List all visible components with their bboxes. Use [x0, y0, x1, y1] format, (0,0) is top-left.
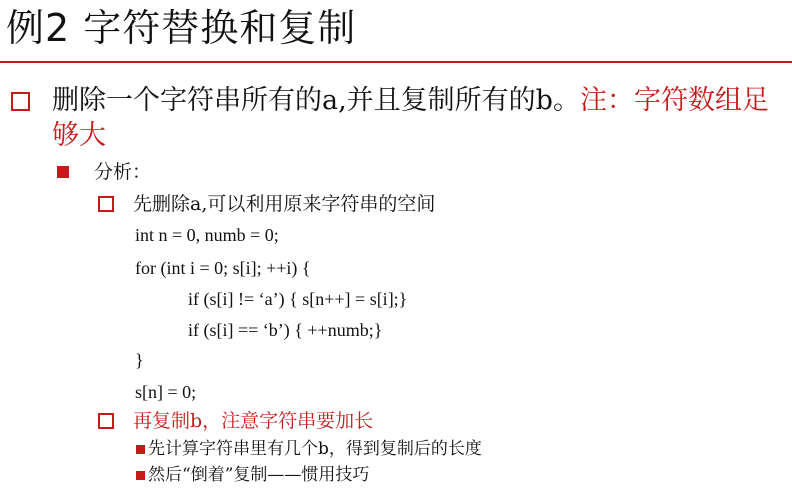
code-line: if (s[i] != ‘a’) { s[n++] = s[i];} — [188, 289, 408, 309]
step2-label: 再复制b，注意字符串要加长 — [133, 410, 374, 432]
slide-title: 例2 字符替换和复制 — [6, 6, 357, 50]
filled-square-bullet-icon — [136, 445, 145, 454]
step2-point: 然后“倒着”复制——惯用技巧 — [148, 465, 370, 485]
code-line: } — [135, 350, 144, 370]
code-line: s[n] = 0; — [135, 382, 197, 402]
problem-statement — [52, 83, 790, 153]
code-line: if (s[i] == ‘b’) { ++numb;} — [188, 320, 383, 340]
filled-square-bullet-icon — [57, 166, 69, 178]
hollow-square-bullet-icon — [11, 92, 30, 111]
step1-label: 先删除a,可以利用原来字符串的空间 — [133, 193, 436, 215]
hollow-square-bullet-icon — [98, 413, 114, 429]
title-divider — [0, 61, 792, 63]
step2-point: 先计算字符串里有几个b，得到复制后的长度 — [148, 439, 482, 459]
problem-text: 删除一个字符串所有的a,并且复制所有的b。 — [52, 85, 580, 116]
analysis-label: 分析： — [94, 161, 152, 183]
problem-note: 注：字符数组足够大 — [52, 85, 769, 151]
hollow-square-bullet-icon — [98, 196, 114, 212]
filled-square-bullet-icon — [136, 471, 145, 480]
code-line: int n = 0, numb = 0; — [135, 225, 279, 245]
code-line: for (int i = 0; s[i]; ++i) { — [135, 258, 311, 278]
